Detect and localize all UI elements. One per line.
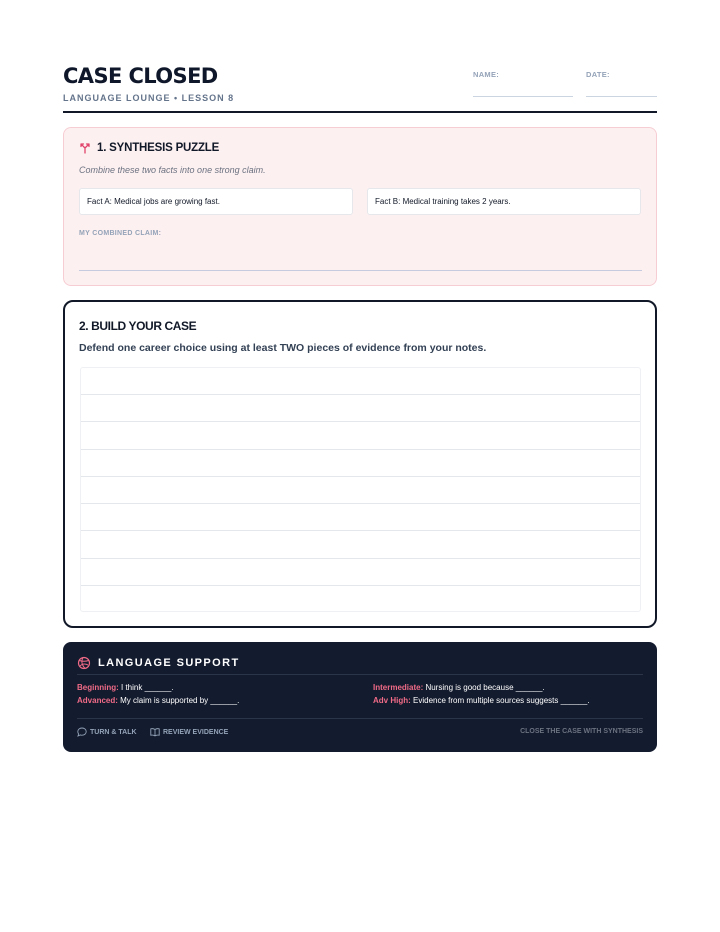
chat-bubble-icon [77,727,87,737]
sentence-stem-advanced [77,696,239,705]
synthesis-title: 1. SYNTHESIS PUZZLE [97,142,220,154]
sentence-stem-adv-high [373,696,590,705]
writing-line[interactable] [81,422,640,449]
combined-claim-write-line[interactable] [79,270,642,271]
stem-text: My claim is supported by ______. [117,696,240,705]
synthesis-heading [79,142,219,154]
sentence-stem-beginning [77,683,174,692]
stem-level: Intermediate: [373,683,424,692]
writing-line[interactable] [81,395,640,422]
synthesis-puzzle-section [63,127,657,286]
language-support-title: LANGUAGE SUPPORT [98,657,240,669]
writing-line[interactable] [81,368,640,395]
date-write-line[interactable] [586,96,657,97]
name-field[interactable] [473,70,499,79]
writing-line[interactable] [81,531,640,558]
language-support-panel [63,642,657,752]
fact-a-card: Fact A: Medical jobs are growing fast. [79,188,353,215]
turn-and-talk-label: TURN & TALK [90,728,137,736]
divider [77,718,643,719]
stem-text: Nursing is good because ______. [423,683,545,692]
stem-text: I think ______. [118,683,174,692]
divider [77,674,643,675]
writing-area[interactable] [80,367,641,612]
writing-line[interactable] [81,586,640,612]
date-field[interactable] [586,70,610,79]
writing-line[interactable] [81,450,640,477]
turn-and-talk-action [77,727,137,737]
stem-level: Advanced: [77,696,118,705]
fact-b-card: Fact B: Medical training takes 2 years. [367,188,641,215]
worksheet-title: CASE CLOSED [63,64,218,88]
stem-level: Beginning: [77,683,119,692]
worksheet-header [63,62,657,113]
name-write-line[interactable] [473,96,573,97]
worksheet-subtitle: LANGUAGE LOUNGE • LESSON 8 [63,93,235,103]
writing-line[interactable] [81,559,640,586]
build-case-instruction: Defend one career choice using at least TWO pieces of evidence from your notes. [79,342,487,354]
stem-level: Adv High: [373,696,411,705]
review-evidence-label: REVIEW EVIDENCE [163,728,229,736]
globe-icon [77,656,91,670]
build-case-title: 2. BUILD YOUR CASE [79,319,197,333]
review-evidence-action [150,727,228,737]
language-support-heading [77,656,240,670]
name-label: NAME: [473,70,500,79]
open-book-icon [150,727,160,737]
synthesis-instruction: Combine these two facts into one strong claim. [79,165,266,175]
merge-arrows-icon [79,142,91,154]
sentence-stem-intermediate [373,683,545,692]
writing-line[interactable] [81,504,640,531]
date-label: DATE: [586,70,610,79]
writing-line[interactable] [81,477,640,504]
closing-note: CLOSE THE CASE WITH SYNTHESIS [520,728,643,735]
combined-claim-label: MY COMBINED CLAIM: [79,230,162,237]
stem-text: Evidence from multiple sources suggests ______. [410,696,590,705]
build-case-section [63,300,657,628]
